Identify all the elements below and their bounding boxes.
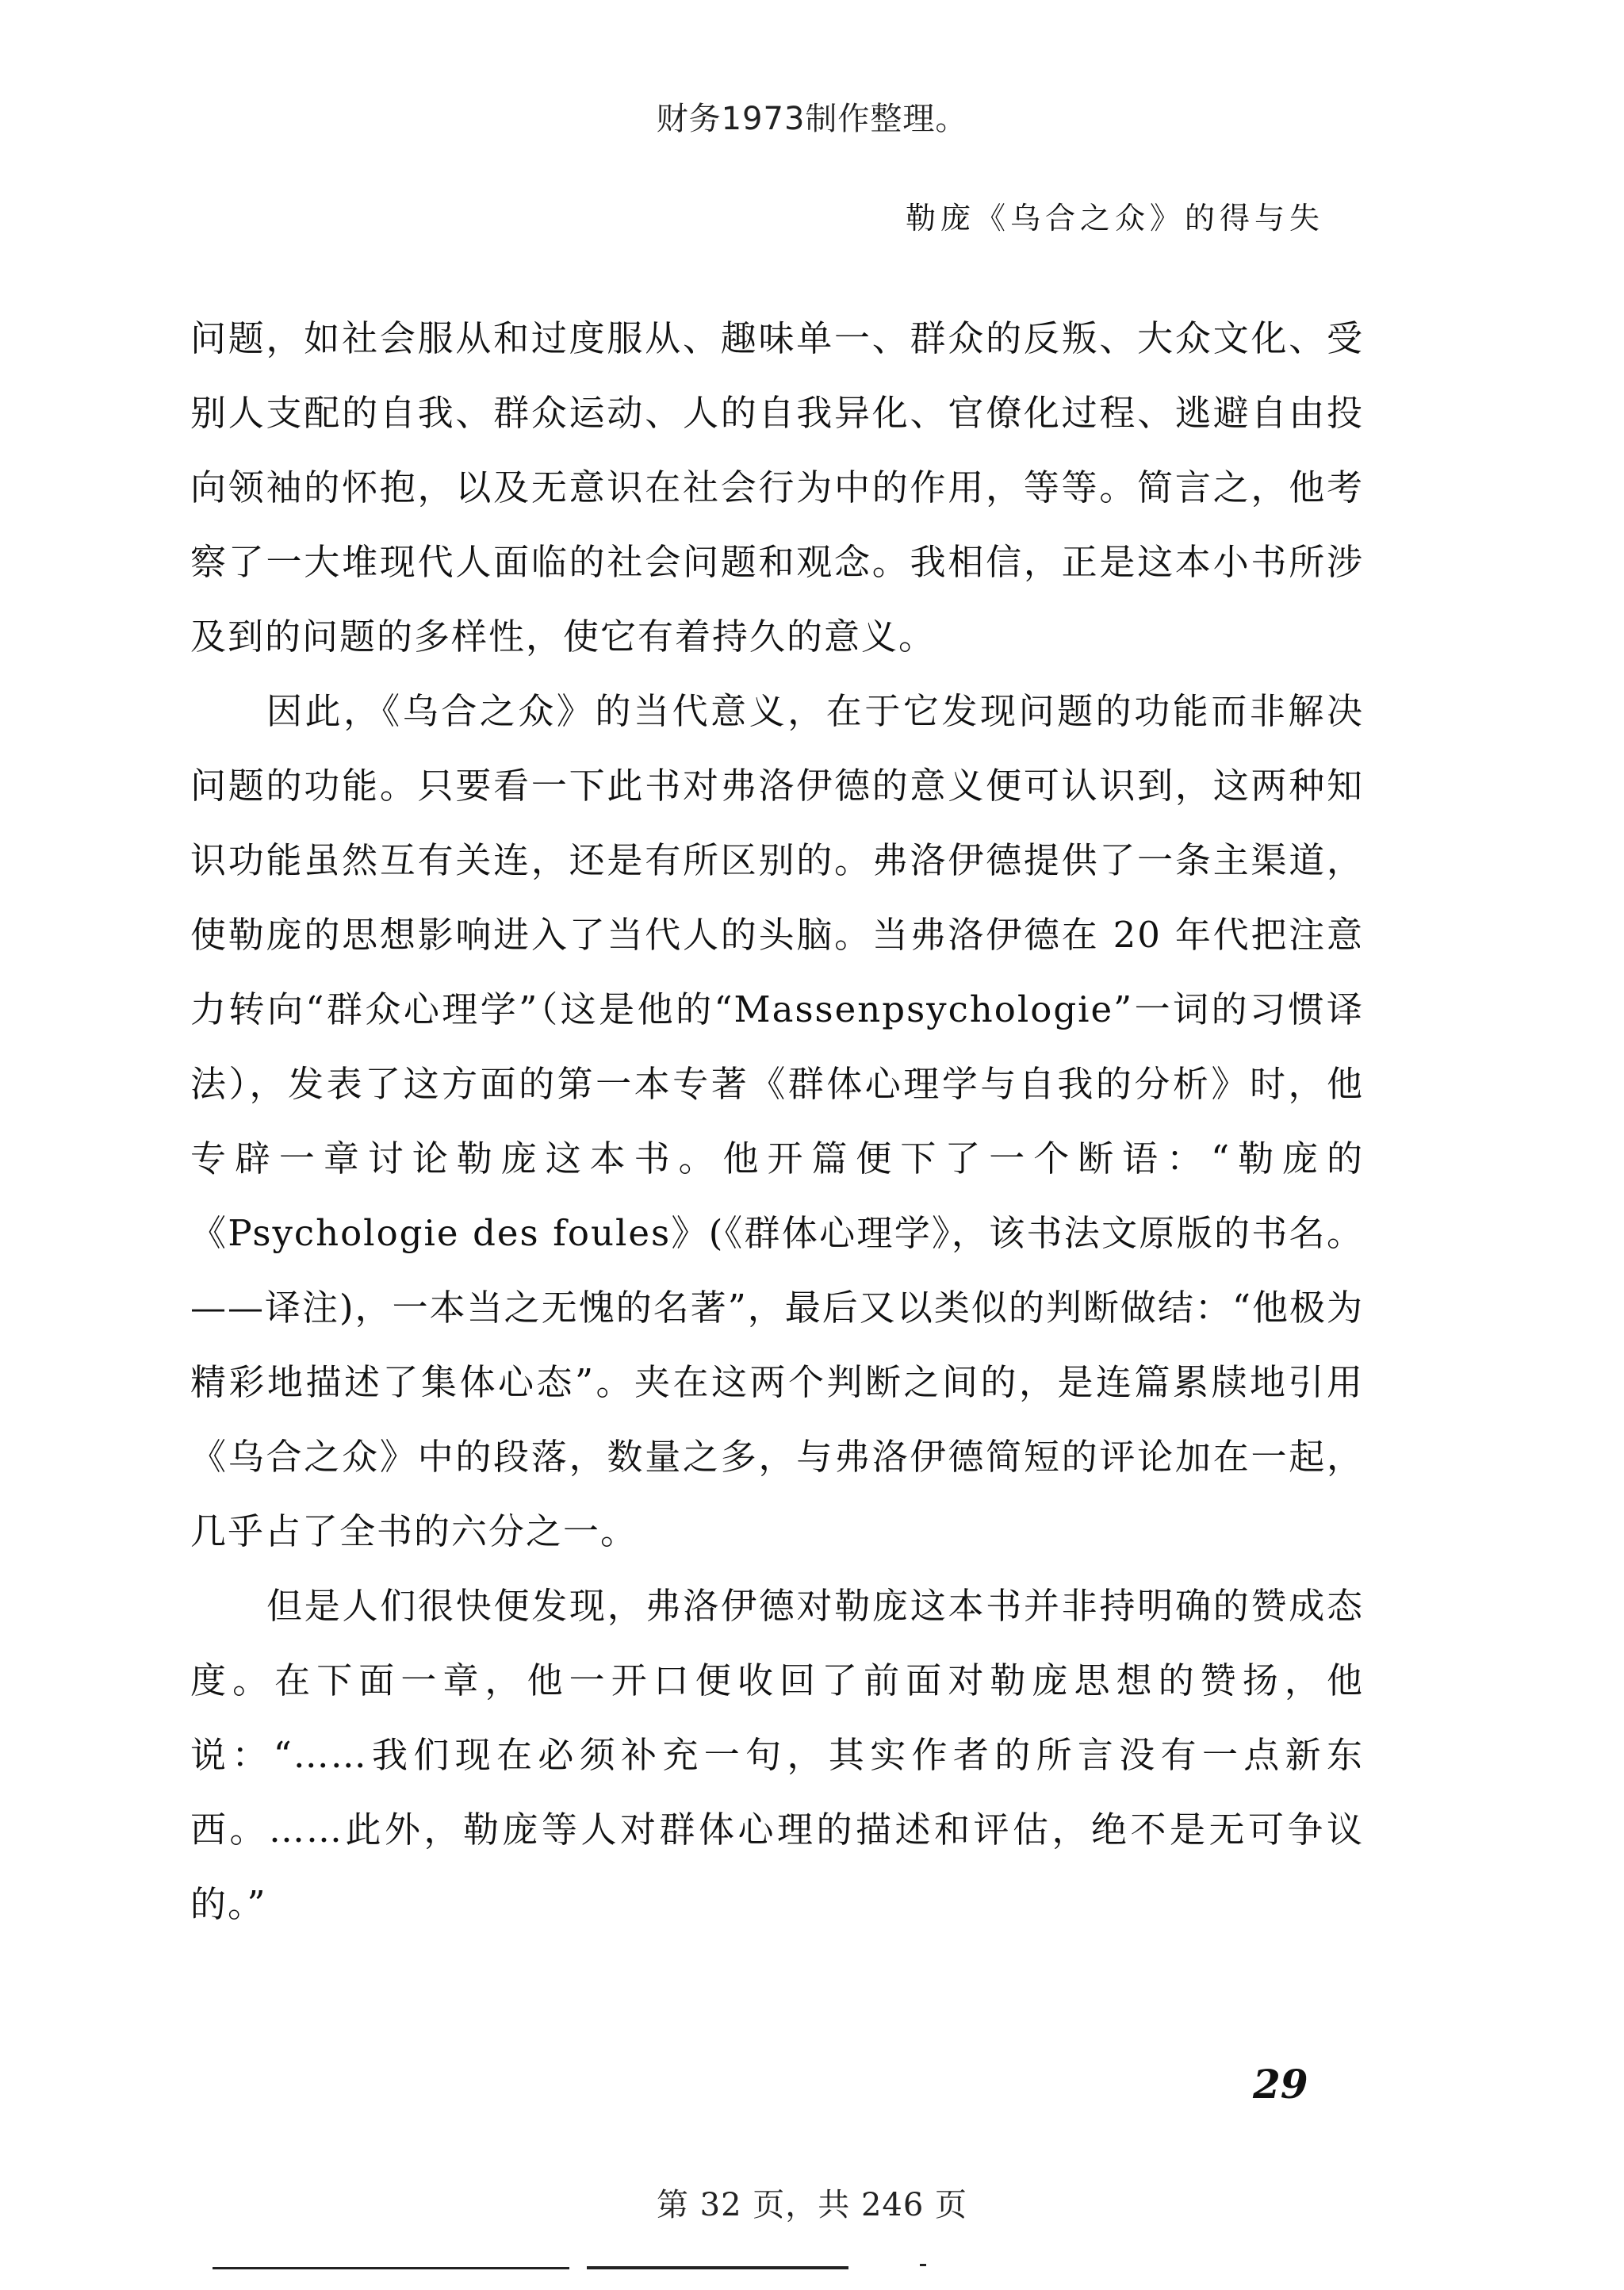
paragraph-2: 因此，《乌合之众》的当代意义，在于它发现问题的功能而非解决问题的功能。只要看一下此书对弗洛伊德的意义便可认识到，这两种知识功能虽然互有关连，还是有所区别的。弗洛伊德提供了一条主渠道，使勒庞的思想影响进入了当代人的头脑。当弗洛伊德在 20 年代把注意力转向“群众心理学”（这是他的“Massenpsychologie”一词的习惯译法），发表了这方面的第一本专著《群体心理学与自我的分析》时，他专辟一章讨论勒庞这本书。他开篇便下了一个断语：“勒庞的《Psychologie des foules》(《群体心理学》，该书法文原版的书名。——译注)，一本当之无愧的名著”，最后又以类似的判断做结：“他极为精彩地描述了集体心态”。夹在这两个判断之间的，是连篇累牍地引用《乌合之众》中的段落，数量之多，与弗洛伊德简短的评论加在一起，几乎占了全书的六分之一。 [190,690,1364,1552]
watermark-text: 财务1973制作整理。 [656,101,968,137]
body-text [190,301,1364,1942]
footer-rule [587,2266,848,2269]
running-head: 勒庞《乌合之众》的得与失 [905,201,1324,236]
paragraph-3: 但是人们很快便发现，弗洛伊德对勒庞这本书并非持明确的赞成态度。在下面一章，他一开口便收回了前面对勒庞思想的赞扬，他说：“……我们现在必须补充一句，其实作者的所言没有一点新东西。……此外，勒庞等人对群体心理的描述和评估，绝不是无可争议的。” [190,1585,1364,1925]
page-number: 29 [1253,2061,1308,2108]
pager-indicator: 第 32 页，共 246 页 [656,2187,968,2223]
footer-rule [213,2267,569,2269]
paragraph-1: 问题，如社会服从和过度服从、趣味单一、群众的反叛、大众文化、受别人支配的自我、群众运动、人的自我异化、官僚化过程、逃避自由投向领袖的怀抱，以及无意识在社会行为中的作用，等等。简言之，他考察了一大堆现代人面临的社会问题和观念。我相信，正是这本小书所涉及到的问题的多样性，使它有着持久的意义。 [190,317,1364,658]
footer-mark [920,2264,926,2266]
